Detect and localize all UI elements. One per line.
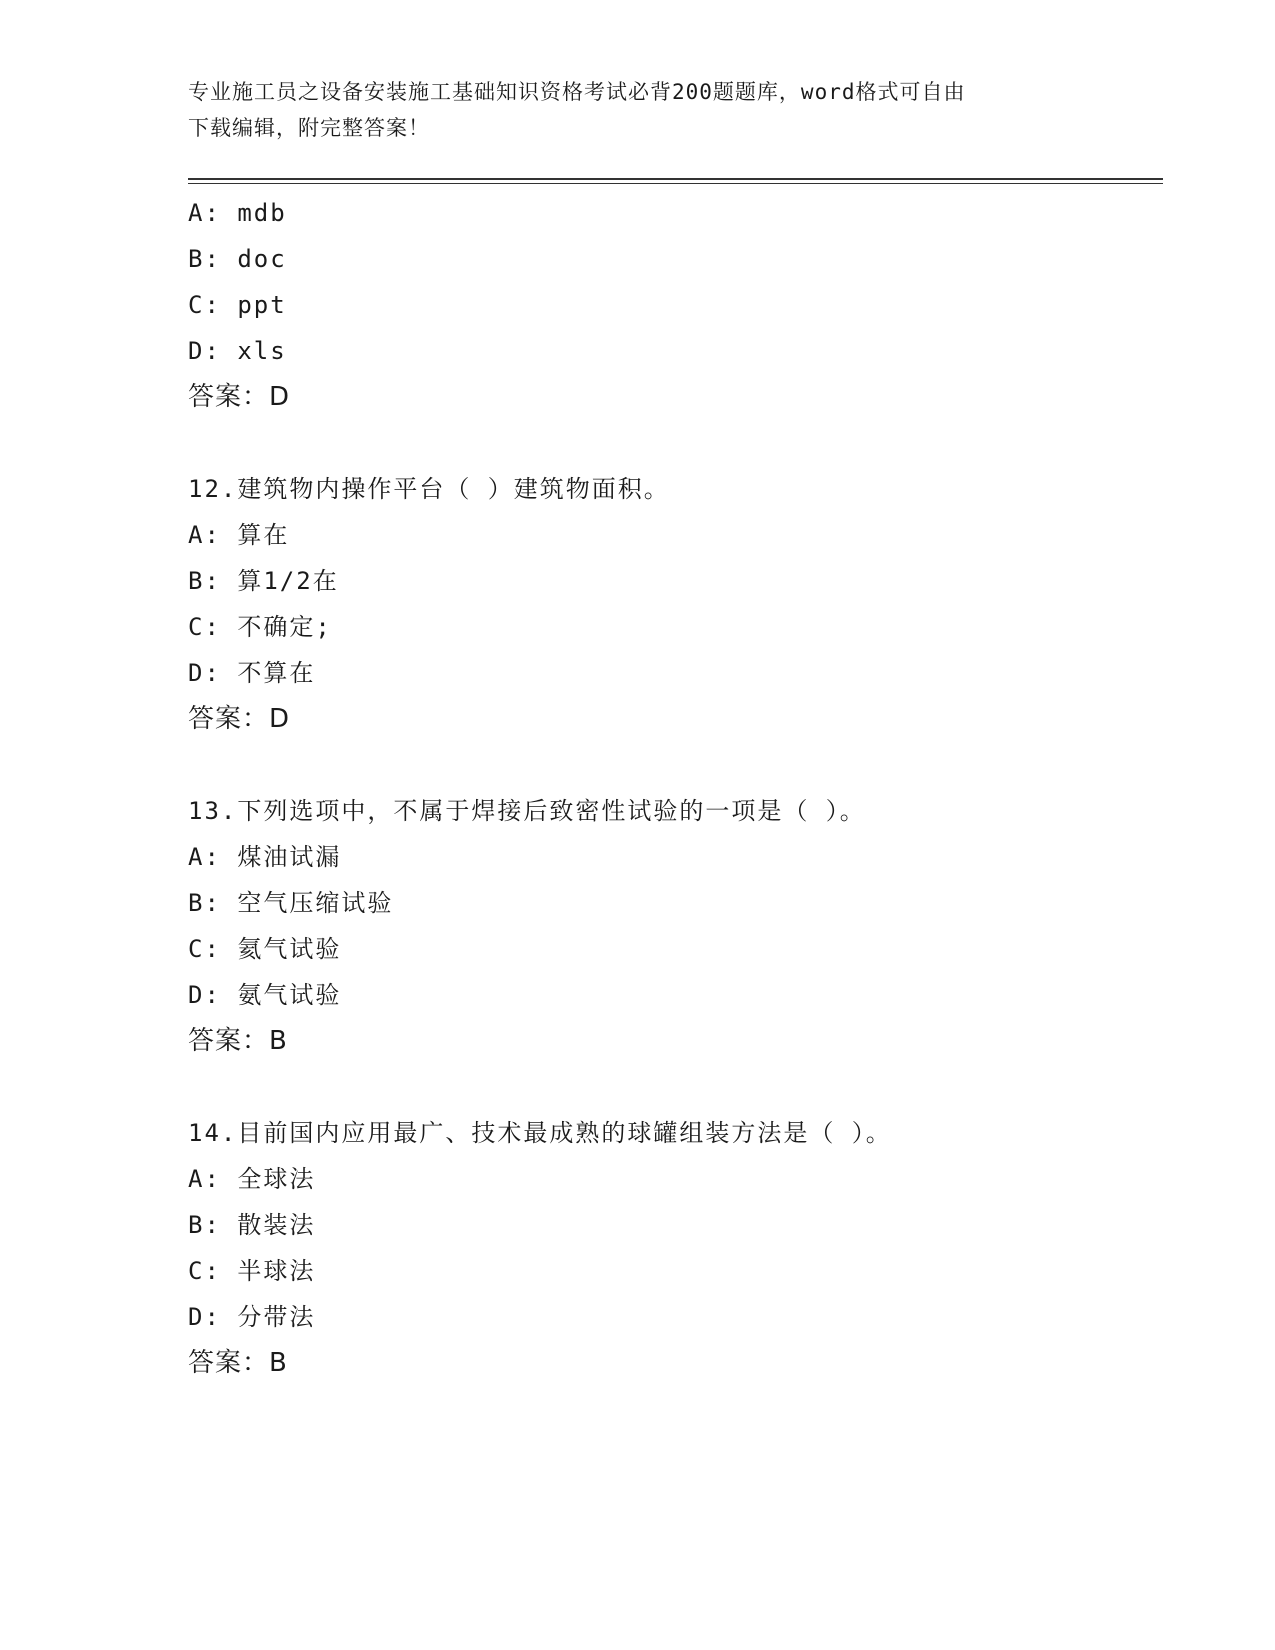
question-list bbox=[188, 190, 1163, 1386]
option-b: B: 空气压缩试验 bbox=[188, 889, 394, 917]
option-a: A: mdb bbox=[188, 199, 287, 227]
question-block-14 bbox=[188, 1110, 1163, 1386]
question-stem: 14.目前国内应用最广、技术最成熟的球罐组装方法是（ ）。 bbox=[188, 1119, 892, 1147]
option-d: D: 氨气试验 bbox=[188, 981, 342, 1009]
option-b: B: 散装法 bbox=[188, 1211, 316, 1239]
option-c: C: ppt bbox=[188, 291, 287, 319]
question-stem: 13.下列选项中，不属于焊接后致密性试验的一项是（ ）。 bbox=[188, 797, 866, 825]
option-c: C: 半球法 bbox=[188, 1257, 316, 1285]
answer: 答案：B bbox=[188, 1026, 288, 1056]
option-d: D: 分带法 bbox=[188, 1303, 316, 1331]
question-stem: 12.建筑物内操作平台（ ）建筑物面积。 bbox=[188, 475, 670, 503]
question-block-12 bbox=[188, 466, 1163, 742]
option-a: A: 全球法 bbox=[188, 1165, 316, 1193]
option-a: A: 煤油试漏 bbox=[188, 843, 342, 871]
option-d: D: xls bbox=[188, 337, 287, 365]
option-a: A: 算在 bbox=[188, 521, 290, 549]
document-header bbox=[188, 74, 1088, 146]
header-divider bbox=[188, 178, 1163, 184]
header-line-1: 专业施工员之设备安装施工基础知识资格考试必背200题题库，word格式可自由 bbox=[188, 80, 966, 104]
header-line-2: 下载编辑，附完整答案！ bbox=[188, 116, 430, 140]
answer: 答案：D bbox=[188, 382, 291, 412]
option-b: B: doc bbox=[188, 245, 287, 273]
option-c: C: 不确定; bbox=[188, 613, 332, 641]
option-b: B: 算1/2在 bbox=[188, 567, 339, 595]
option-c: C: 氦气试验 bbox=[188, 935, 342, 963]
question-block-13 bbox=[188, 788, 1163, 1064]
answer: 答案：D bbox=[188, 704, 291, 734]
option-d: D: 不算在 bbox=[188, 659, 316, 687]
answer: 答案：B bbox=[188, 1348, 288, 1378]
question-block-11 bbox=[188, 190, 1163, 420]
